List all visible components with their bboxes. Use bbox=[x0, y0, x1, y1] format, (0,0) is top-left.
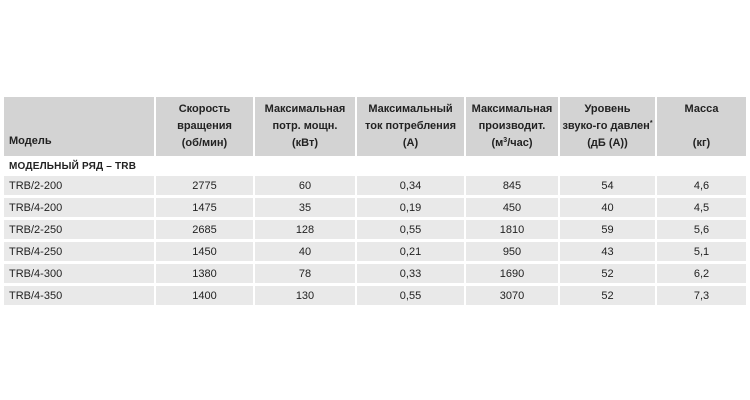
table-row bbox=[4, 220, 746, 242]
table-row bbox=[4, 198, 746, 220]
cell-capacity: 845 bbox=[466, 176, 560, 198]
cell-current: 0,55 bbox=[357, 286, 466, 308]
header-noise-line1: Уровень bbox=[584, 103, 631, 115]
cell-capacity: 950 bbox=[466, 242, 560, 264]
cell-speed: 1380 bbox=[156, 264, 255, 286]
header-noise-footnote-mark: * bbox=[649, 120, 653, 127]
cell-speed: 1475 bbox=[156, 198, 255, 220]
cell-power: 40 bbox=[255, 242, 357, 264]
cell-capacity: 3070 bbox=[466, 286, 560, 308]
header-capacity-line2: производит. bbox=[478, 120, 546, 132]
cell-capacity: 1810 bbox=[466, 220, 560, 242]
header-capacity-unit bbox=[468, 135, 556, 152]
cell-noise: 54 bbox=[560, 176, 657, 198]
cell-mass: 5,6 bbox=[657, 220, 746, 242]
cell-current: 0,21 bbox=[357, 242, 466, 264]
header-capacity bbox=[466, 97, 560, 156]
specifications-table bbox=[4, 97, 746, 308]
cell-power: 130 bbox=[255, 286, 357, 308]
cell-model: TRB/4-350 bbox=[4, 286, 156, 308]
cell-power: 78 bbox=[255, 264, 357, 286]
cell-power: 35 bbox=[255, 198, 357, 220]
header-row bbox=[4, 97, 746, 156]
header-noise-line2-text: звуко-го давлен bbox=[562, 120, 650, 132]
cell-speed: 2685 bbox=[156, 220, 255, 242]
cell-mass: 5,1 bbox=[657, 242, 746, 264]
table-header bbox=[4, 97, 746, 156]
header-power bbox=[255, 97, 357, 156]
header-capacity-unit-post: /час) bbox=[507, 137, 533, 149]
group-label: МОДЕЛЬНЫЙ РЯД – TRB bbox=[4, 156, 746, 176]
table-row bbox=[4, 242, 746, 264]
cell-mass: 6,2 bbox=[657, 264, 746, 286]
header-current-line2: ток потребления bbox=[365, 120, 456, 132]
header-mass-spacer bbox=[659, 118, 744, 135]
header-mass-line1: Масса bbox=[684, 103, 719, 115]
header-power-unit: (кВт) bbox=[291, 137, 319, 149]
cell-speed: 1450 bbox=[156, 242, 255, 264]
cell-model: TRB/4-250 bbox=[4, 242, 156, 264]
cell-noise: 43 bbox=[560, 242, 657, 264]
cell-power: 128 bbox=[255, 220, 357, 242]
cell-current: 0,33 bbox=[357, 264, 466, 286]
header-power-line1: Максимальная bbox=[264, 103, 346, 115]
header-power-line2: потр. мощн. bbox=[272, 120, 338, 132]
cell-noise: 59 bbox=[560, 220, 657, 242]
cell-mass: 4,5 bbox=[657, 198, 746, 220]
cell-noise: 52 bbox=[560, 264, 657, 286]
table-row bbox=[4, 286, 746, 308]
header-noise-line2 bbox=[562, 118, 653, 135]
cell-speed: 1400 bbox=[156, 286, 255, 308]
header-noise bbox=[560, 97, 657, 156]
header-current-unit: (А) bbox=[402, 137, 419, 149]
header-noise-unit: (дБ (А)) bbox=[587, 137, 628, 149]
cell-mass: 4,6 bbox=[657, 176, 746, 198]
cell-current: 0,19 bbox=[357, 198, 466, 220]
cell-mass: 7,3 bbox=[657, 286, 746, 308]
cell-noise: 52 bbox=[560, 286, 657, 308]
cell-model: TRB/4-300 bbox=[4, 264, 156, 286]
group-row bbox=[4, 156, 746, 176]
cell-capacity: 1690 bbox=[466, 264, 560, 286]
header-capacity-unit-pre: (м bbox=[491, 137, 504, 149]
header-speed bbox=[156, 97, 255, 156]
header-current-line1: Максимальный bbox=[368, 103, 453, 115]
table-body bbox=[4, 156, 746, 308]
header-model: Модель bbox=[4, 97, 156, 156]
header-capacity-line1: Максимальная bbox=[471, 103, 553, 115]
cell-model: TRB/2-200 bbox=[4, 176, 156, 198]
cell-model: TRB/4-200 bbox=[4, 198, 156, 220]
header-speed-unit: (об/мин) bbox=[181, 137, 228, 149]
header-capacity-unit-sup: 3 bbox=[503, 137, 508, 144]
cell-power: 60 bbox=[255, 176, 357, 198]
table-row bbox=[4, 176, 746, 198]
cell-current: 0,55 bbox=[357, 220, 466, 242]
header-mass-unit: (кг) bbox=[692, 137, 711, 149]
table-row bbox=[4, 264, 746, 286]
cell-model: TRB/2-250 bbox=[4, 220, 156, 242]
cell-current: 0,34 bbox=[357, 176, 466, 198]
cell-speed: 2775 bbox=[156, 176, 255, 198]
header-mass bbox=[657, 97, 746, 156]
header-current bbox=[357, 97, 466, 156]
header-speed-line2: вращения bbox=[177, 120, 232, 132]
header-speed-line1: Скорость bbox=[178, 103, 231, 115]
cell-noise: 40 bbox=[560, 198, 657, 220]
cell-capacity: 450 bbox=[466, 198, 560, 220]
